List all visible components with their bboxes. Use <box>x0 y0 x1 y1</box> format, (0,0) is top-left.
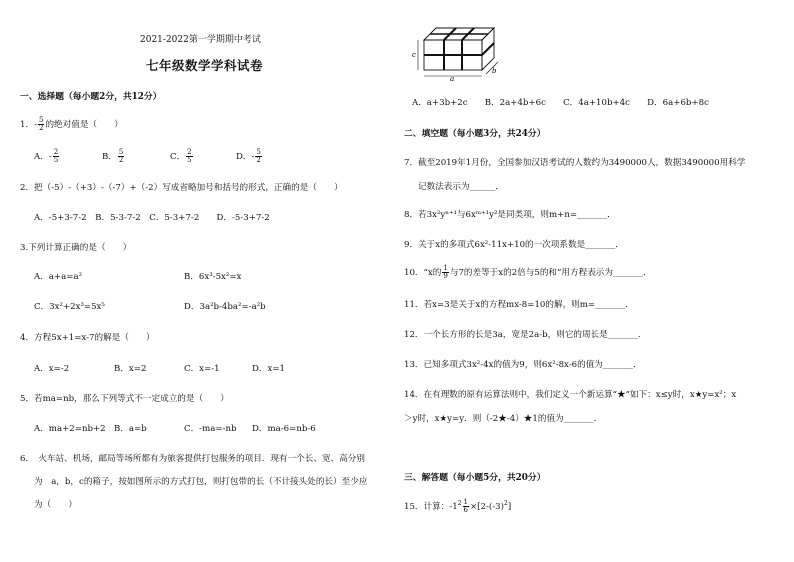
q13: 13．已知多项式3x²-4x的值为9，则6x²-8x-6的值为_______． <box>404 360 642 370</box>
q5-option-b: B．a=b <box>114 424 147 434</box>
q5-option-a: A．ma+2=nb+2 <box>34 424 106 434</box>
q1-option-d: D．- $\frac{5}{2}$ <box>236 148 261 164</box>
q11: 11．若x=3是关于x的方程mx-8=10的解，则m=_______． <box>404 300 634 310</box>
figure-label-a: a <box>450 75 455 82</box>
q3-option-b: B．6x³-5x²=x <box>184 272 242 282</box>
q3-stem: 3.下列计算正确的是（ ） <box>20 243 132 253</box>
q9: 9．关于x的多项式6x²-11x+10的一次项系数是_______． <box>404 240 624 250</box>
q12: 12．一个长方形的长是3a，宽是2a-b，则它的周长是_______． <box>404 330 647 340</box>
q4-stem: 4．方程5x+1=x-7的解是（ ） <box>20 333 155 343</box>
exam-year-line: 2021-2022第一学期期中考试 <box>140 35 261 45</box>
q14-line2: ＞y时，x★y=y．则（-2★-4）★1的值为_______． <box>404 414 603 424</box>
q6-line3: 为（ ） <box>34 500 77 510</box>
q1-option-c: C． $\frac{2}{5}$ <box>170 148 192 164</box>
q4-option-c: C．x=-1 <box>184 364 220 374</box>
q5-option-d: D．ma-6=nb-6 <box>252 424 316 434</box>
q6-line2: 为 a，b，c的箱子，按如图所示的方式打包，则打包带的长（不计接头处的长）至少应 <box>34 477 368 487</box>
figure-label-c: c <box>412 51 416 59</box>
figure-label-b: b <box>492 67 497 75</box>
q1-stem: 1．- $\frac{5}{2}$ 的绝对值是（ ） <box>20 116 123 132</box>
page-title: 七年级数学学科试卷 <box>146 58 264 73</box>
section3-heading: 三、解答题（每小题5分，共20分） <box>404 473 546 483</box>
q1-option-a: A．- $\frac{2}{5}$ <box>34 148 59 164</box>
q3-option-a: A．a+a=a² <box>34 272 83 282</box>
q7-line2: 记数法表示为______． <box>418 182 504 192</box>
q1-option-b: B． $\frac{5}{2}$ <box>102 148 124 164</box>
q2-options: A．-5+3-7-2 B．5-3-7-2 C．5-3+7-2 D．-5-3+7-2 <box>34 213 270 223</box>
q7-line1: 7．截至2019年1月份，全国参加汉语考试的人数约为3490000人，数据3490000用科学 <box>404 158 746 168</box>
section2-heading: 二、填空题（每小题3分，共24分） <box>404 129 546 139</box>
q14-line1: 14．在有理数的原有运算法则中，我们定义一个新运算“★”如下：x≤y时，x★y=x²；x <box>404 390 737 400</box>
box-figure <box>410 20 502 82</box>
q4-option-b: B．x=2 <box>114 364 147 374</box>
q3-option-d: D．3a²b-4ba²=-a²b <box>184 302 266 312</box>
q2-stem: 2．把（-5）-（+3）-（-7）+（-2）写成省略加号和括号的形式，正确的是（ ） <box>20 183 343 193</box>
q3-option-c: C．3x²+2x³=5x⁵ <box>34 302 105 312</box>
q4-option-d: D．x=1 <box>252 364 285 374</box>
q10: 10．“x的 $\frac{1}{9}$ 与7的差等于x的2倍与5的和”用方程表示为_______． <box>404 264 652 280</box>
q5-option-c: C．-ma=-nb <box>184 424 237 434</box>
q6-line1: 6． 火车站、机场，邮局等场所都有为旅客提供打包服务的项目．现有一个长、宽、高分别 <box>20 454 365 464</box>
q1-fraction: $\frac{5}{2}$ <box>38 116 44 132</box>
section1-heading: 一、选择题（每小题2分，共12分） <box>20 92 162 102</box>
q8: 8．若3x²yⁿ⁺¹与6xᵐ⁺¹y²是同类项，则m+n=_______． <box>404 210 616 220</box>
q15: 15．计算：$-1^2$ $\frac{1}{6}$ $\times[2-(-3)^2]$ <box>404 498 512 514</box>
q5-stem: 5．若ma=nb，那么下列等式不一定成立的是（ ） <box>20 394 229 404</box>
q4-option-a: A．x=-2 <box>34 364 70 374</box>
q6-options: A．a+3b+2c B．2a+4b+6c C．4a+10b+4c D．6a+6b+8c <box>412 98 709 108</box>
